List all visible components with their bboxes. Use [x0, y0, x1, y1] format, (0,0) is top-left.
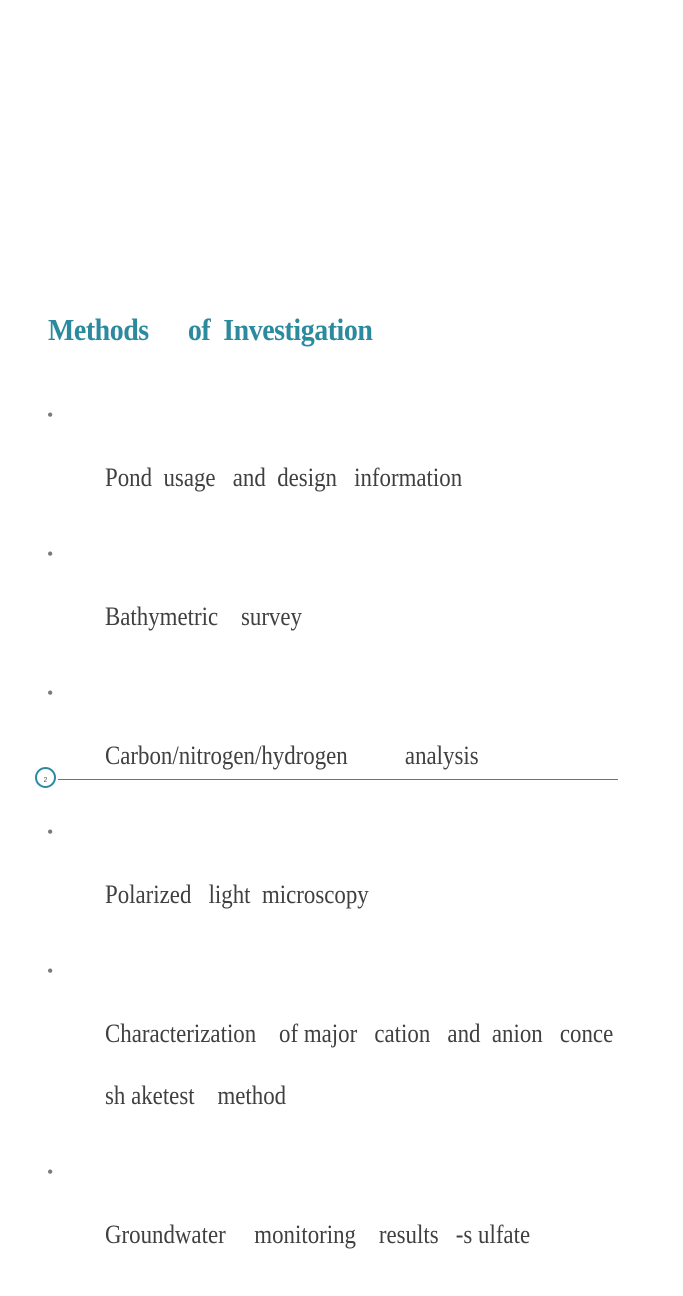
bullet-icon: • — [47, 822, 54, 842]
bullet-icon: • — [47, 405, 54, 425]
bullet-text: Pond usage and design information — [105, 463, 463, 492]
bullet-icon: • — [47, 683, 54, 703]
bullet-icon: • — [47, 1162, 54, 1182]
slide-title: Methods of Investigation — [48, 312, 373, 347]
bullet-text: Carbon/nitrogen/hydrogen analysis — [105, 741, 479, 770]
bullet-text: Characterization of major cation and anion conce — [105, 1019, 614, 1048]
page-number-badge — [35, 767, 56, 788]
page-number: 2 — [43, 777, 48, 784]
bullet-item — [44, 1157, 644, 1281]
bullet-text: Polarized light microscopy — [105, 880, 369, 909]
bullet-item — [44, 956, 644, 1142]
bullet-item — [44, 400, 644, 524]
bullet-list — [44, 400, 644, 1296]
bullet-item — [44, 817, 644, 941]
bullet-text: Bathymetric survey — [105, 602, 302, 631]
bullet-icon: • — [47, 961, 54, 981]
footer-divider — [58, 779, 618, 780]
bullet-icon: • — [47, 544, 54, 564]
bullet-item — [44, 539, 644, 663]
bullet-item — [44, 678, 644, 802]
bullet-text: Groundwater monitoring results -s ulfate — [105, 1220, 531, 1249]
bullet-text-continuation: sh aketest method — [105, 1081, 287, 1110]
